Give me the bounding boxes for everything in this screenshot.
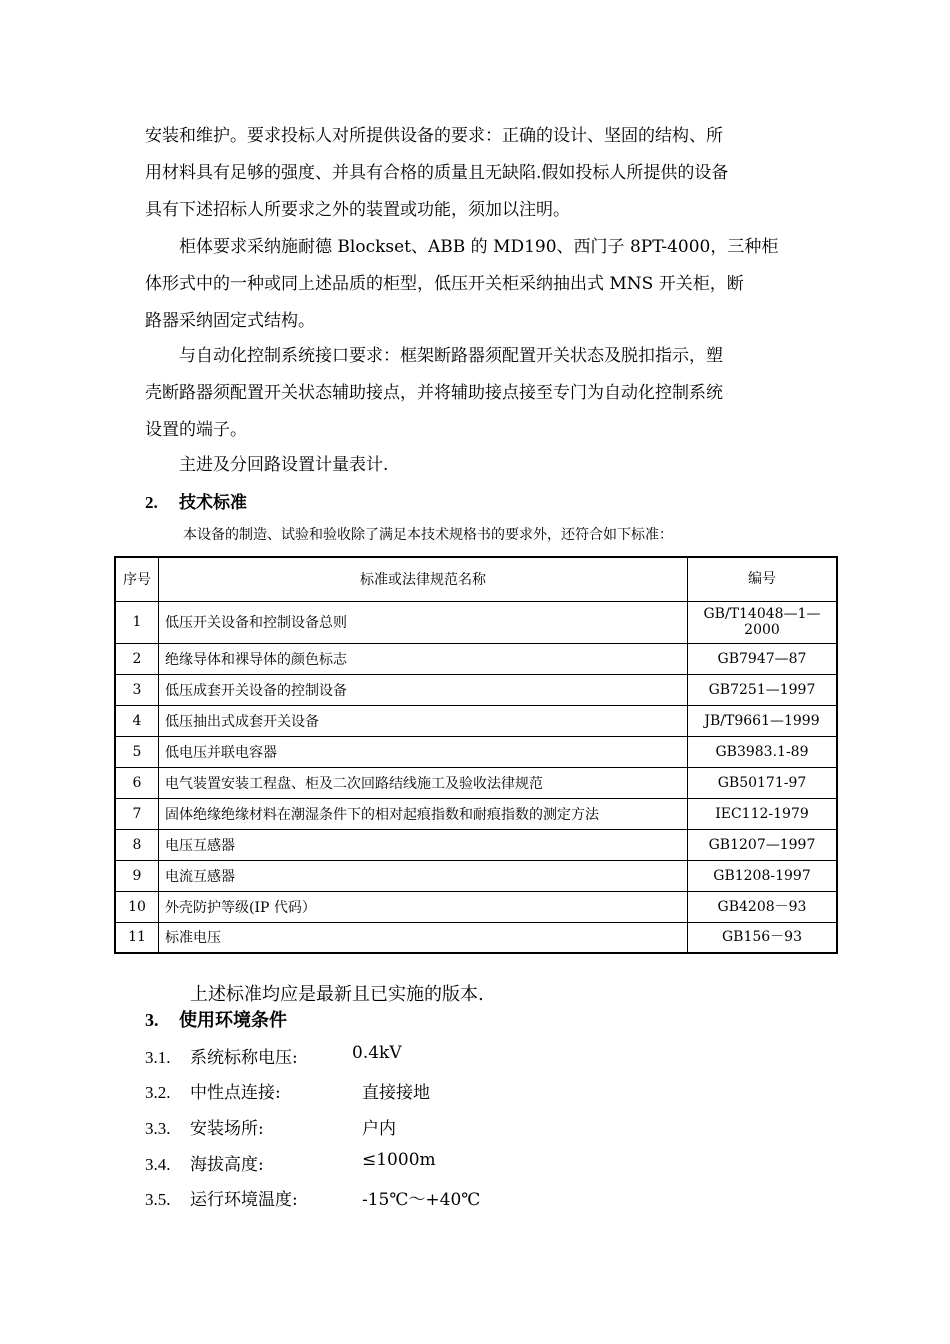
table-row	[115, 860, 837, 891]
text-line: 与自动化控制系统接口要求：框架断路器须配置开关状态及脱扣指示，塑	[145, 346, 723, 366]
condition-item	[145, 1114, 396, 1150]
condition-number: 3.5.	[145, 1190, 171, 1209]
standards-intro: 本设备的制造、试验和验收除了满足本技术规格书的要求外，还符合如下标准：	[183, 527, 673, 543]
row-code: IEC112-1979	[688, 798, 838, 829]
text-line: 壳断路器须配置开关状态辅助接点，并将辅助接点接至专门为自动化控制系统	[145, 383, 723, 403]
row-name: 外壳防护等级(IP 代码）	[159, 891, 688, 922]
row-code: GB1208-1997	[688, 860, 838, 891]
text-line: 体形式中的一种或同上述品质的柜型，低压开关柜采纳抽出式 MNS 开关柜，断	[145, 274, 744, 294]
table-row	[115, 767, 837, 798]
table-row	[115, 736, 837, 767]
paragraph-cabinet	[145, 229, 810, 340]
section-heading-environment	[145, 1006, 287, 1032]
row-name: 低电压并联电容器	[159, 736, 688, 767]
text-line: 设置的端子。	[145, 420, 247, 440]
row-name: 标准电压	[159, 922, 688, 953]
table-row	[115, 922, 837, 953]
table-row	[115, 601, 837, 643]
row-name: 低压成套开关设备的控制设备	[159, 674, 688, 705]
section-title: 技术标准	[179, 493, 247, 513]
section-number: 2.	[145, 493, 158, 512]
row-no: 5	[115, 736, 159, 767]
text-line: 具有下述招标人所要求之外的装置或功能，须加以注明。	[145, 200, 570, 220]
condition-number: 3.3.	[145, 1119, 171, 1138]
row-code: GB7947—87	[688, 643, 838, 674]
condition-value: ≤1000m	[362, 1150, 436, 1170]
header-name: 标准或法律规范名称	[159, 557, 688, 601]
table-row	[115, 674, 837, 705]
table-row	[115, 798, 837, 829]
row-name: 电流互感器	[159, 860, 688, 891]
condition-item	[145, 1078, 430, 1114]
condition-label: 运行环境温度:	[190, 1190, 298, 1210]
standards-table	[114, 556, 838, 954]
row-no: 3	[115, 674, 159, 705]
row-no: 11	[115, 922, 159, 953]
header-code: 编号	[688, 557, 838, 601]
paragraph-interface	[145, 338, 810, 449]
row-code: GB/T14048—1—2000	[688, 601, 838, 643]
condition-label: 海拔高度:	[190, 1155, 264, 1175]
section-heading-standards	[145, 488, 247, 513]
row-no: 9	[115, 860, 159, 891]
row-name: 固体绝缘绝缘材料在潮湿条件下的相对起痕指数和耐痕指数的测定方法	[159, 798, 688, 829]
text-line: 主进及分回路设置计量表计.	[145, 455, 389, 475]
text-line: 柜体要求采纳施耐德 Blockset、ABB 的 MD190、西门子 8PT-4000，三种柜	[145, 237, 779, 257]
condition-value: 户内	[362, 1119, 396, 1139]
condition-number: 3.1.	[145, 1048, 171, 1067]
row-no: 6	[115, 767, 159, 798]
row-no: 2	[115, 643, 159, 674]
text-line: 用材料具有足够的强度、并具有合格的质量且无缺陷.假如投标人所提供的设备	[145, 163, 729, 183]
table-row	[115, 829, 837, 860]
paragraph-metering	[145, 447, 810, 484]
row-code: GB1207—1997	[688, 829, 838, 860]
row-name: 电气装置安装工程盘、柜及二次回路结线施工及验收法律规范	[159, 767, 688, 798]
row-code: JB/T9661—1999	[688, 705, 838, 736]
row-no: 1	[115, 601, 159, 643]
row-code: GB4208－93	[688, 891, 838, 922]
table-header-row	[115, 557, 837, 601]
condition-value: -15℃～+40℃	[362, 1190, 481, 1210]
condition-value: 直接接地	[362, 1083, 430, 1103]
row-code: GB7251—1997	[688, 674, 838, 705]
table-row	[115, 643, 837, 674]
row-name: 低压抽出式成套开关设备	[159, 705, 688, 736]
condition-label: 安装场所:	[190, 1119, 264, 1139]
row-name: 低压开关设备和控制设备总则	[159, 601, 688, 643]
paragraph-requirements	[145, 118, 810, 229]
row-no: 8	[115, 829, 159, 860]
condition-label: 系统标称电压:	[190, 1048, 298, 1068]
condition-number: 3.4.	[145, 1155, 171, 1174]
condition-item	[145, 1185, 481, 1221]
row-no: 7	[115, 798, 159, 829]
condition-value: 0.4kV	[352, 1043, 402, 1063]
row-code: GB156－93	[688, 922, 838, 953]
table-row	[115, 705, 837, 736]
condition-number: 3.2.	[145, 1083, 171, 1102]
row-no: 10	[115, 891, 159, 922]
section-title: 使用环境条件	[179, 1010, 287, 1031]
section-number: 3.	[145, 1010, 159, 1030]
text-line: 安装和维护。要求投标人对所提供设备的要求：正确的设计、坚固的结构、所	[145, 126, 723, 146]
row-no: 4	[115, 705, 159, 736]
row-name: 绝缘导体和裸导体的颜色标志	[159, 643, 688, 674]
condition-label: 中性点连接:	[190, 1083, 281, 1103]
row-code: GB3983.1-89	[688, 736, 838, 767]
condition-item	[145, 1150, 436, 1186]
row-code: GB50171-97	[688, 767, 838, 798]
condition-item	[145, 1043, 402, 1079]
text-line: 路器采纳固定式结构。	[145, 311, 315, 331]
standards-note: 上述标准均应是最新且已实施的版本.	[190, 984, 484, 1005]
table-row	[115, 891, 837, 922]
row-name: 电压互感器	[159, 829, 688, 860]
header-no: 序号	[115, 557, 159, 601]
